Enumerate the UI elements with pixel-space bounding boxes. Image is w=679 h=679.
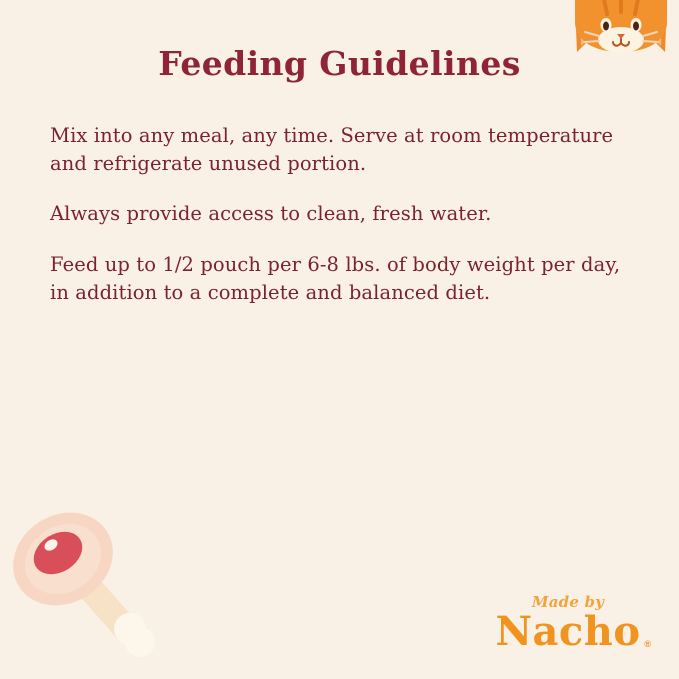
brand-made-by-text: Made by xyxy=(531,593,605,611)
brand-name-label: Nacho xyxy=(495,608,641,655)
feeding-instructions xyxy=(50,122,640,306)
brand-name-text xyxy=(495,608,652,655)
instruction-paragraph: Always provide access to clean, fresh water. xyxy=(50,202,492,226)
registered-trademark-symbol: ® xyxy=(644,639,652,649)
instruction-paragraph: Feed up to 1/2 pouch per 6-8 lbs. of body weight per day, in addition to a complete and balanced diet. xyxy=(50,253,621,304)
instruction-paragraph: Mix into any meal, any time. Serve at room temperature and refrigerate unused portion. xyxy=(50,124,614,175)
page-title: Feeding Guidelines xyxy=(158,44,521,83)
chicken-drumstick-icon xyxy=(8,511,176,671)
brand-logo xyxy=(479,595,657,657)
